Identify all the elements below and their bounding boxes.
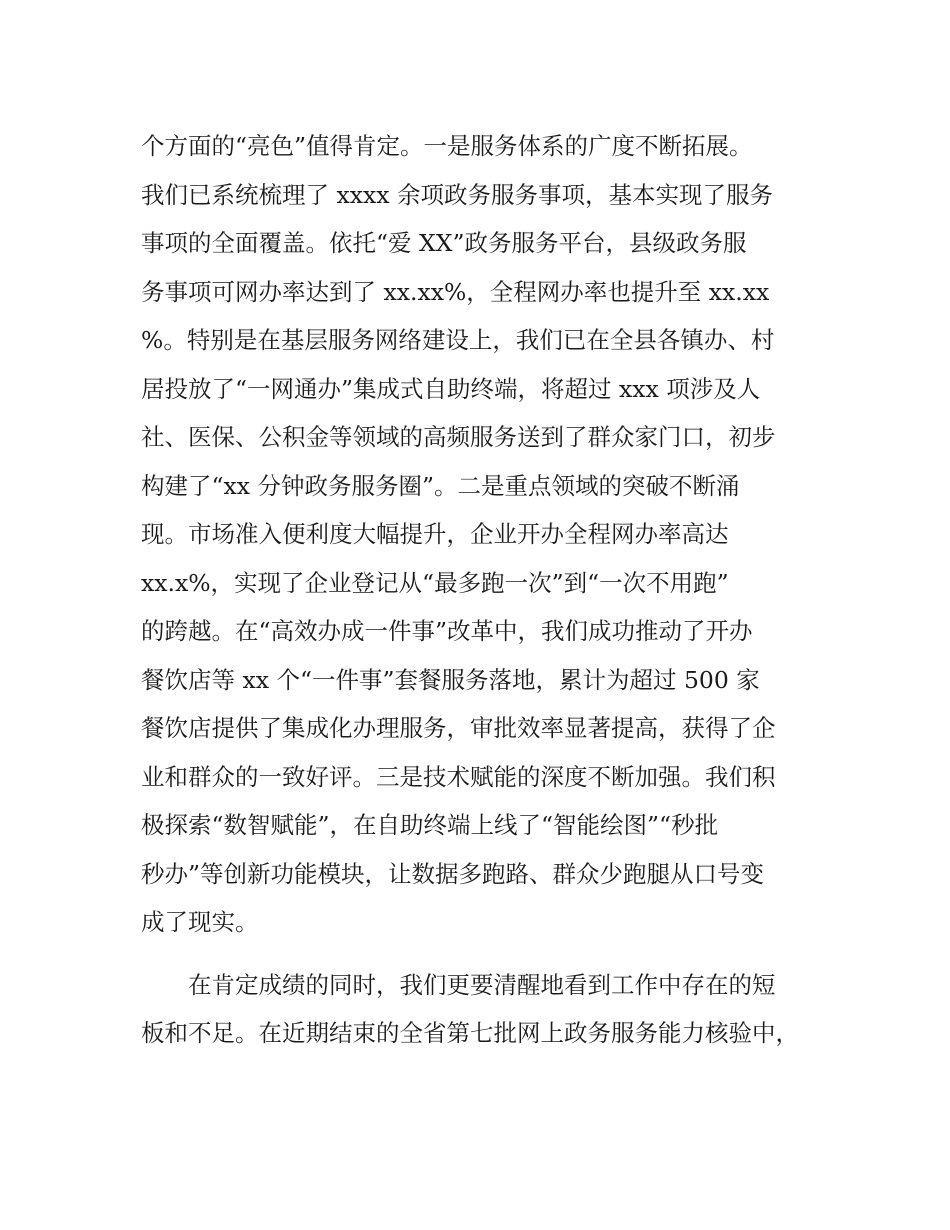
text-line: 居投放了“一网通办”集成式自助终端，将超过 xxx 项涉及人 [141, 374, 761, 403]
text-line: 业和群众的一致好评。三是技术赋能的深度不断加强。我们积 [141, 762, 776, 791]
text-line: 成了现实。 [141, 908, 259, 936]
document-body [141, 122, 821, 1058]
text-line: 餐饮店等 xx 个“一件事”套餐服务落地，累计为超过 500 家 [141, 665, 760, 694]
text-line: 我们已系统梳理了 xxxx 余项政务服务事项，基本实现了服务 [141, 180, 773, 209]
text-line: 务事项可网办率达到了 xx.xx%，全程网办率也提升至 xx.xx [141, 277, 770, 306]
paragraph-1 [141, 122, 821, 947]
text-line: 个方面的“亮色”值得肯定。一是服务体系的广度不断拓展。 [141, 132, 753, 160]
paragraph-gap [141, 947, 821, 961]
text-line: 秒办”等创新功能模块，让数据多跑路、群众少跑腿从口号变 [141, 859, 765, 888]
text-line: 板和不足。在近期结束的全省第七批网上政务服务能力核验中， [141, 1019, 799, 1047]
text-line: 现。市场准入便利度大幅提升，企业开办全程网办率高达 [141, 520, 729, 548]
text-line: %。特别是在基层服务网络建设上，我们已在全县各镇办、村 [141, 326, 775, 354]
text-line: 在肯定成绩的同时，我们更要清醒地看到工作中存在的短 [188, 970, 776, 999]
text-line: 构建了“xx 分钟政务服务圈”。二是重点领域的突破不断涌 [141, 471, 740, 500]
text-line: 餐饮店提供了集成化办理服务，审批效率显著提高，获得了企 [141, 714, 776, 742]
text-line: 的跨越。在“高效办成一件事”改革中，我们成功推动了开办 [141, 617, 753, 645]
text-line: 社、医保、公积金等领域的高频服务送到了群众家门口，初步 [141, 423, 776, 451]
text-line: xx.x%，实现了企业登记从“最多跑一次”到“一次不用跑” [141, 568, 729, 597]
text-line: 极探索“数智赋能”，在自助终端上线了“智能绘图”“秒批 [141, 811, 719, 839]
paragraph-2 [141, 961, 821, 1058]
text-line: 事项的全面覆盖。依托“爱 XX”政务服务平台，县级政务服 [141, 229, 747, 257]
